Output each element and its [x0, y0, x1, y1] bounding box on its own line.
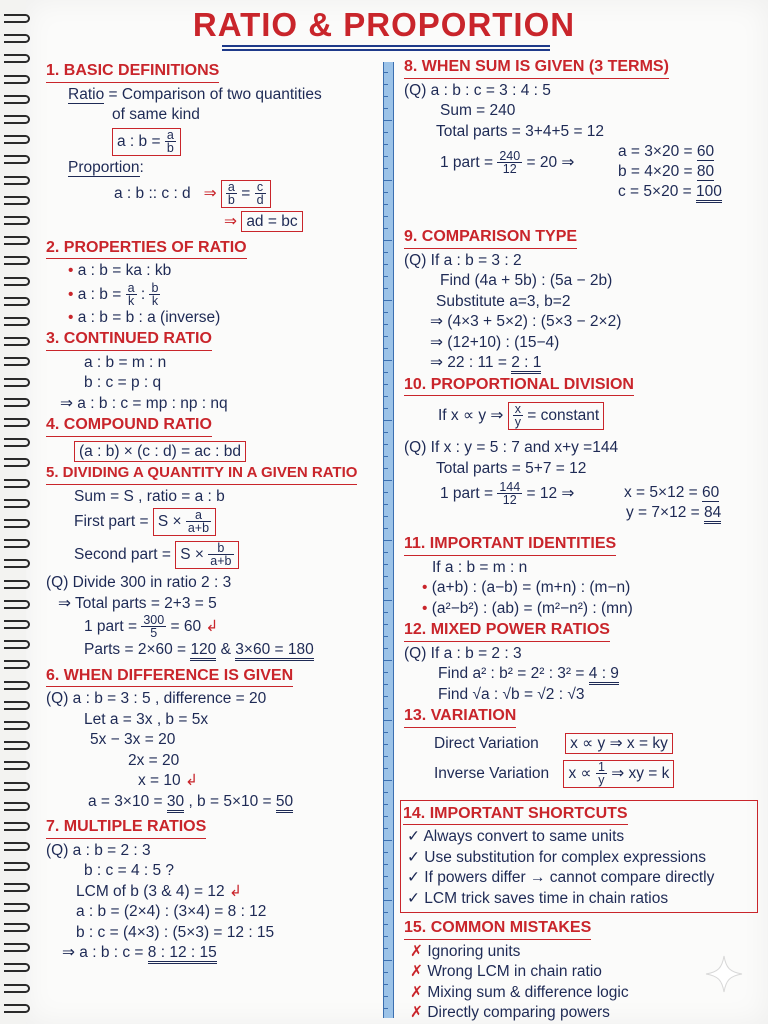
spiral-ring	[4, 761, 30, 770]
mistake-item: ✗ Directly comparing powers	[410, 1004, 610, 1021]
compound-ratio-formula: (a : b) × (c : d) = ac : bd	[46, 441, 386, 463]
work-line: Let a = 3x , b = 5x	[84, 710, 209, 728]
shortcut-item: ✓ Use substitution for complex expressions	[407, 848, 707, 866]
section-heading: 8. WHEN SUM IS GIVEN (3 TERMS)	[404, 57, 669, 79]
spiral-ring	[4, 923, 30, 932]
mistake-item: ✗ Ignoring units	[410, 942, 521, 960]
ratio-definition: Ratio = Comparison of two quantities	[68, 85, 322, 103]
spiral-ring	[4, 438, 30, 447]
work-line: LCM of b (3 & 4) = 12 ↲	[76, 882, 242, 900]
proportional-rule: If x ∝ y ⇒ $\frac{x}{y}$ = constant	[404, 398, 762, 434]
proportion-expr: a : b :: c : d ⇒ $\frac{a}{b}$ = $\frac{c}{d}$	[46, 180, 386, 208]
spiral-ring	[4, 216, 30, 225]
continued-ratio-result: ⇒ a : b : c = mp : np : nq	[60, 394, 228, 412]
shortcut-item: ✓ If powers differ → cannot compare directly	[407, 869, 715, 886]
shortcut-item: ✓ Always convert to same units	[407, 828, 625, 845]
question: (Q) a : b : c = 3 : 4 : 5	[404, 81, 551, 99]
spiral-ring	[4, 479, 30, 488]
question: (Q) Divide 300 in ratio 2 : 3	[46, 574, 232, 591]
spiral-ring	[4, 196, 30, 205]
spiral-ring	[4, 782, 30, 791]
proportion-label: Proportion:	[68, 158, 144, 176]
section-heading: 9. COMPARISON TYPE	[404, 227, 577, 249]
work-line: Total parts = 3+4+5 = 12	[436, 122, 605, 140]
section-heading: 3. CONTINUED RATIO	[46, 329, 212, 351]
spiral-ring	[4, 317, 30, 326]
spiral-ring	[4, 539, 30, 548]
spiral-ring	[4, 337, 30, 346]
spiral-ring	[4, 378, 30, 387]
section-heading: 2. PROPERTIES OF RATIO	[46, 238, 247, 260]
work-line: Substitute a=3, b=2	[436, 292, 571, 310]
identity-2: • (a²−b²) : (ab) = (m²−n²) : (mn)	[422, 599, 633, 617]
spiral-ring	[4, 277, 30, 286]
spiral-ring	[4, 903, 30, 912]
ratio-definition-cont: of same kind	[112, 106, 200, 123]
spiral-ring	[4, 155, 30, 164]
spiral-ring	[4, 75, 30, 84]
section-heading: 13. VARIATION	[404, 706, 516, 728]
spiral-ring	[4, 943, 30, 952]
section-heading: 6. WHEN DIFFERENCE IS GIVEN	[46, 666, 293, 688]
one-part: 1 part = $\frac{300}{5}$ = 60 ↲	[84, 613, 219, 641]
spiral-ring	[4, 458, 30, 467]
section-heading: 11. IMPORTANT IDENTITIES	[404, 534, 616, 556]
work-line: a : b = (2×4) : (3×4) = 8 : 12	[76, 903, 267, 920]
mistake-item: ✗ Mixing sum & difference logic	[410, 983, 629, 1001]
spiral-ring	[4, 620, 30, 629]
ruler-tick	[384, 996, 388, 997]
inverse-variation: Inverse Variation x ∝ $\frac{1}{y}$ ⇒ xy = k	[404, 758, 762, 790]
spiral-ring	[4, 499, 30, 508]
spiral-ring	[4, 297, 30, 306]
spiral-binding	[0, 0, 34, 1024]
section-heading: 10. PROPORTIONAL DIVISION	[404, 375, 634, 397]
right-column	[404, 56, 762, 1024]
question: (Q) a : b = 3 : 5 , difference = 20	[46, 690, 267, 707]
power-ratio-2: Find √a : √b = √2 : √3	[438, 685, 585, 703]
ruler-tick	[384, 1008, 388, 1009]
spiral-ring	[4, 701, 30, 710]
total-parts: ⇒ Total parts = 2+3 = 5	[58, 594, 217, 612]
spiral-ring	[4, 721, 30, 730]
title-underline-2	[222, 49, 550, 51]
section-heading: 5. DIVIDING A QUANTITY IN A GIVEN RATIO	[46, 463, 357, 485]
work-line: Sum = 240	[440, 102, 516, 119]
section-heading: 14. IMPORTANT SHORTCUTS	[403, 804, 628, 826]
work-line: x = 10 ↲	[138, 772, 198, 789]
property-3: • a : b = b : a (inverse)	[68, 308, 221, 326]
work-line: Total parts = 5+7 = 12	[436, 459, 587, 477]
continued-ratio-line: a : b = m : n	[84, 353, 167, 371]
sum-ratio-line: Sum = S , ratio = a : b	[74, 487, 225, 505]
question: (Q) If a : b = 2 : 3	[404, 644, 522, 662]
comparison-result: ⇒ 22 : 11 = 2 : 1	[404, 353, 762, 374]
spiral-ring	[4, 236, 30, 245]
spiral-ring	[4, 741, 30, 750]
work-line: b : c = (4×3) : (5×3) = 12 : 15	[76, 923, 275, 941]
spiral-ring	[4, 600, 30, 609]
work-line: ⇒ (4×3 + 5×2) : (5×3 − 2×2)	[430, 313, 622, 330]
spiral-ring	[4, 135, 30, 144]
spiral-ring	[4, 802, 30, 811]
shortcut-item: ✓ LCM trick saves time in chain ratios	[407, 889, 669, 907]
work-line: Find (4a + 5b) : (5a − 2b)	[440, 272, 613, 289]
sparkle-icon	[704, 954, 744, 994]
page-title: RATIO & PROPORTION	[192, 6, 576, 43]
question: (Q) If x : y = 5 : 7 and x+y =144	[404, 439, 619, 456]
spiral-ring	[4, 822, 30, 831]
section-heading: 1. BASIC DEFINITIONS	[46, 61, 219, 83]
spiral-ring	[4, 640, 30, 649]
spiral-ring	[4, 883, 30, 892]
sum-split: 1 part = $\frac{240}{12}$ = 20 ⇒ a = 3×20 = 60 b = 4×20 = 80 c = 5×20 = 100	[404, 142, 762, 204]
first-part-formula: First part = S × $\frac{a}{a+b}$	[46, 507, 386, 537]
spiral-ring	[4, 256, 30, 265]
difference-result: a = 3×10 = 30 , b = 5×10 = 50	[46, 792, 386, 813]
continued-ratio-line: b : c = p : q	[84, 374, 162, 391]
shortcuts-box	[400, 800, 758, 914]
spiral-ring	[4, 54, 30, 63]
spiral-ring	[4, 984, 30, 993]
identity-1: • (a+b) : (a−b) = (m+n) : (m−n)	[422, 579, 631, 596]
property-1: • a : b = ka : kb	[68, 262, 172, 279]
spiral-ring	[4, 418, 30, 427]
spiral-ring	[4, 559, 30, 568]
spiral-ring	[4, 963, 30, 972]
ratio-formula: a : b = $\frac{a}{b}$	[46, 128, 386, 156]
spiral-ring	[4, 842, 30, 851]
work-line: ⇒ (12+10) : (15−4)	[430, 333, 560, 351]
spiral-ring	[4, 681, 30, 690]
spiral-ring	[4, 115, 30, 124]
mistake-item: ✗ Wrong LCM in chain ratio	[410, 963, 602, 980]
second-part-formula: Second part = S × $\frac{b}{a+b}$	[46, 537, 386, 573]
section-heading: 7. MULTIPLE RATIOS	[46, 817, 206, 839]
cross-product: ⇒ ad = bc	[46, 211, 386, 233]
spiral-ring	[4, 580, 30, 589]
spiral-ring	[4, 1004, 30, 1013]
spiral-ring	[4, 519, 30, 528]
spiral-ring	[4, 176, 30, 185]
work-line: 5x − 3x = 20	[90, 731, 176, 748]
spiral-ring	[4, 95, 30, 104]
left-column	[46, 60, 386, 964]
question: (Q) a : b = 2 : 3	[46, 841, 151, 859]
division-split: 1 part = $\frac{144}{12}$ = 12 ⇒ x = 5×12 = 60 y = 7×12 = 84	[404, 479, 762, 523]
power-ratio-1: Find a² : b² = 2² : 3² = 4 : 9	[404, 664, 762, 685]
ruler-tick	[384, 972, 388, 973]
spiral-ring	[4, 398, 30, 407]
spiral-ring	[4, 660, 30, 669]
ruler-tick	[384, 984, 388, 985]
parts-result: Parts = 2×60 = 120 & 3×60 = 180	[46, 640, 386, 661]
question: (Q) If a : b = 3 : 2	[404, 251, 522, 269]
work-line: b : c = 4 : 5 ?	[84, 862, 175, 879]
section-heading: 15. COMMON MISTAKES	[404, 918, 591, 940]
title-underline	[222, 45, 550, 47]
multiple-ratio-result: ⇒ a : b : c = 8 : 12 : 15	[46, 943, 386, 964]
spiral-ring	[4, 357, 30, 366]
direct-variation: Direct Variation x ∝ y ⇒ x = ky	[404, 730, 762, 758]
work-line: If a : b = m : n	[432, 558, 528, 576]
section-heading: 4. COMPOUND RATIO	[46, 415, 212, 437]
spiral-ring	[4, 862, 30, 871]
property-2: • a : b = $\frac{a}{k}$ : $\frac{b}{k}$	[68, 280, 159, 308]
section-heading: 12. MIXED POWER RATIOS	[404, 620, 610, 642]
work-line: 2x = 20	[128, 751, 180, 769]
